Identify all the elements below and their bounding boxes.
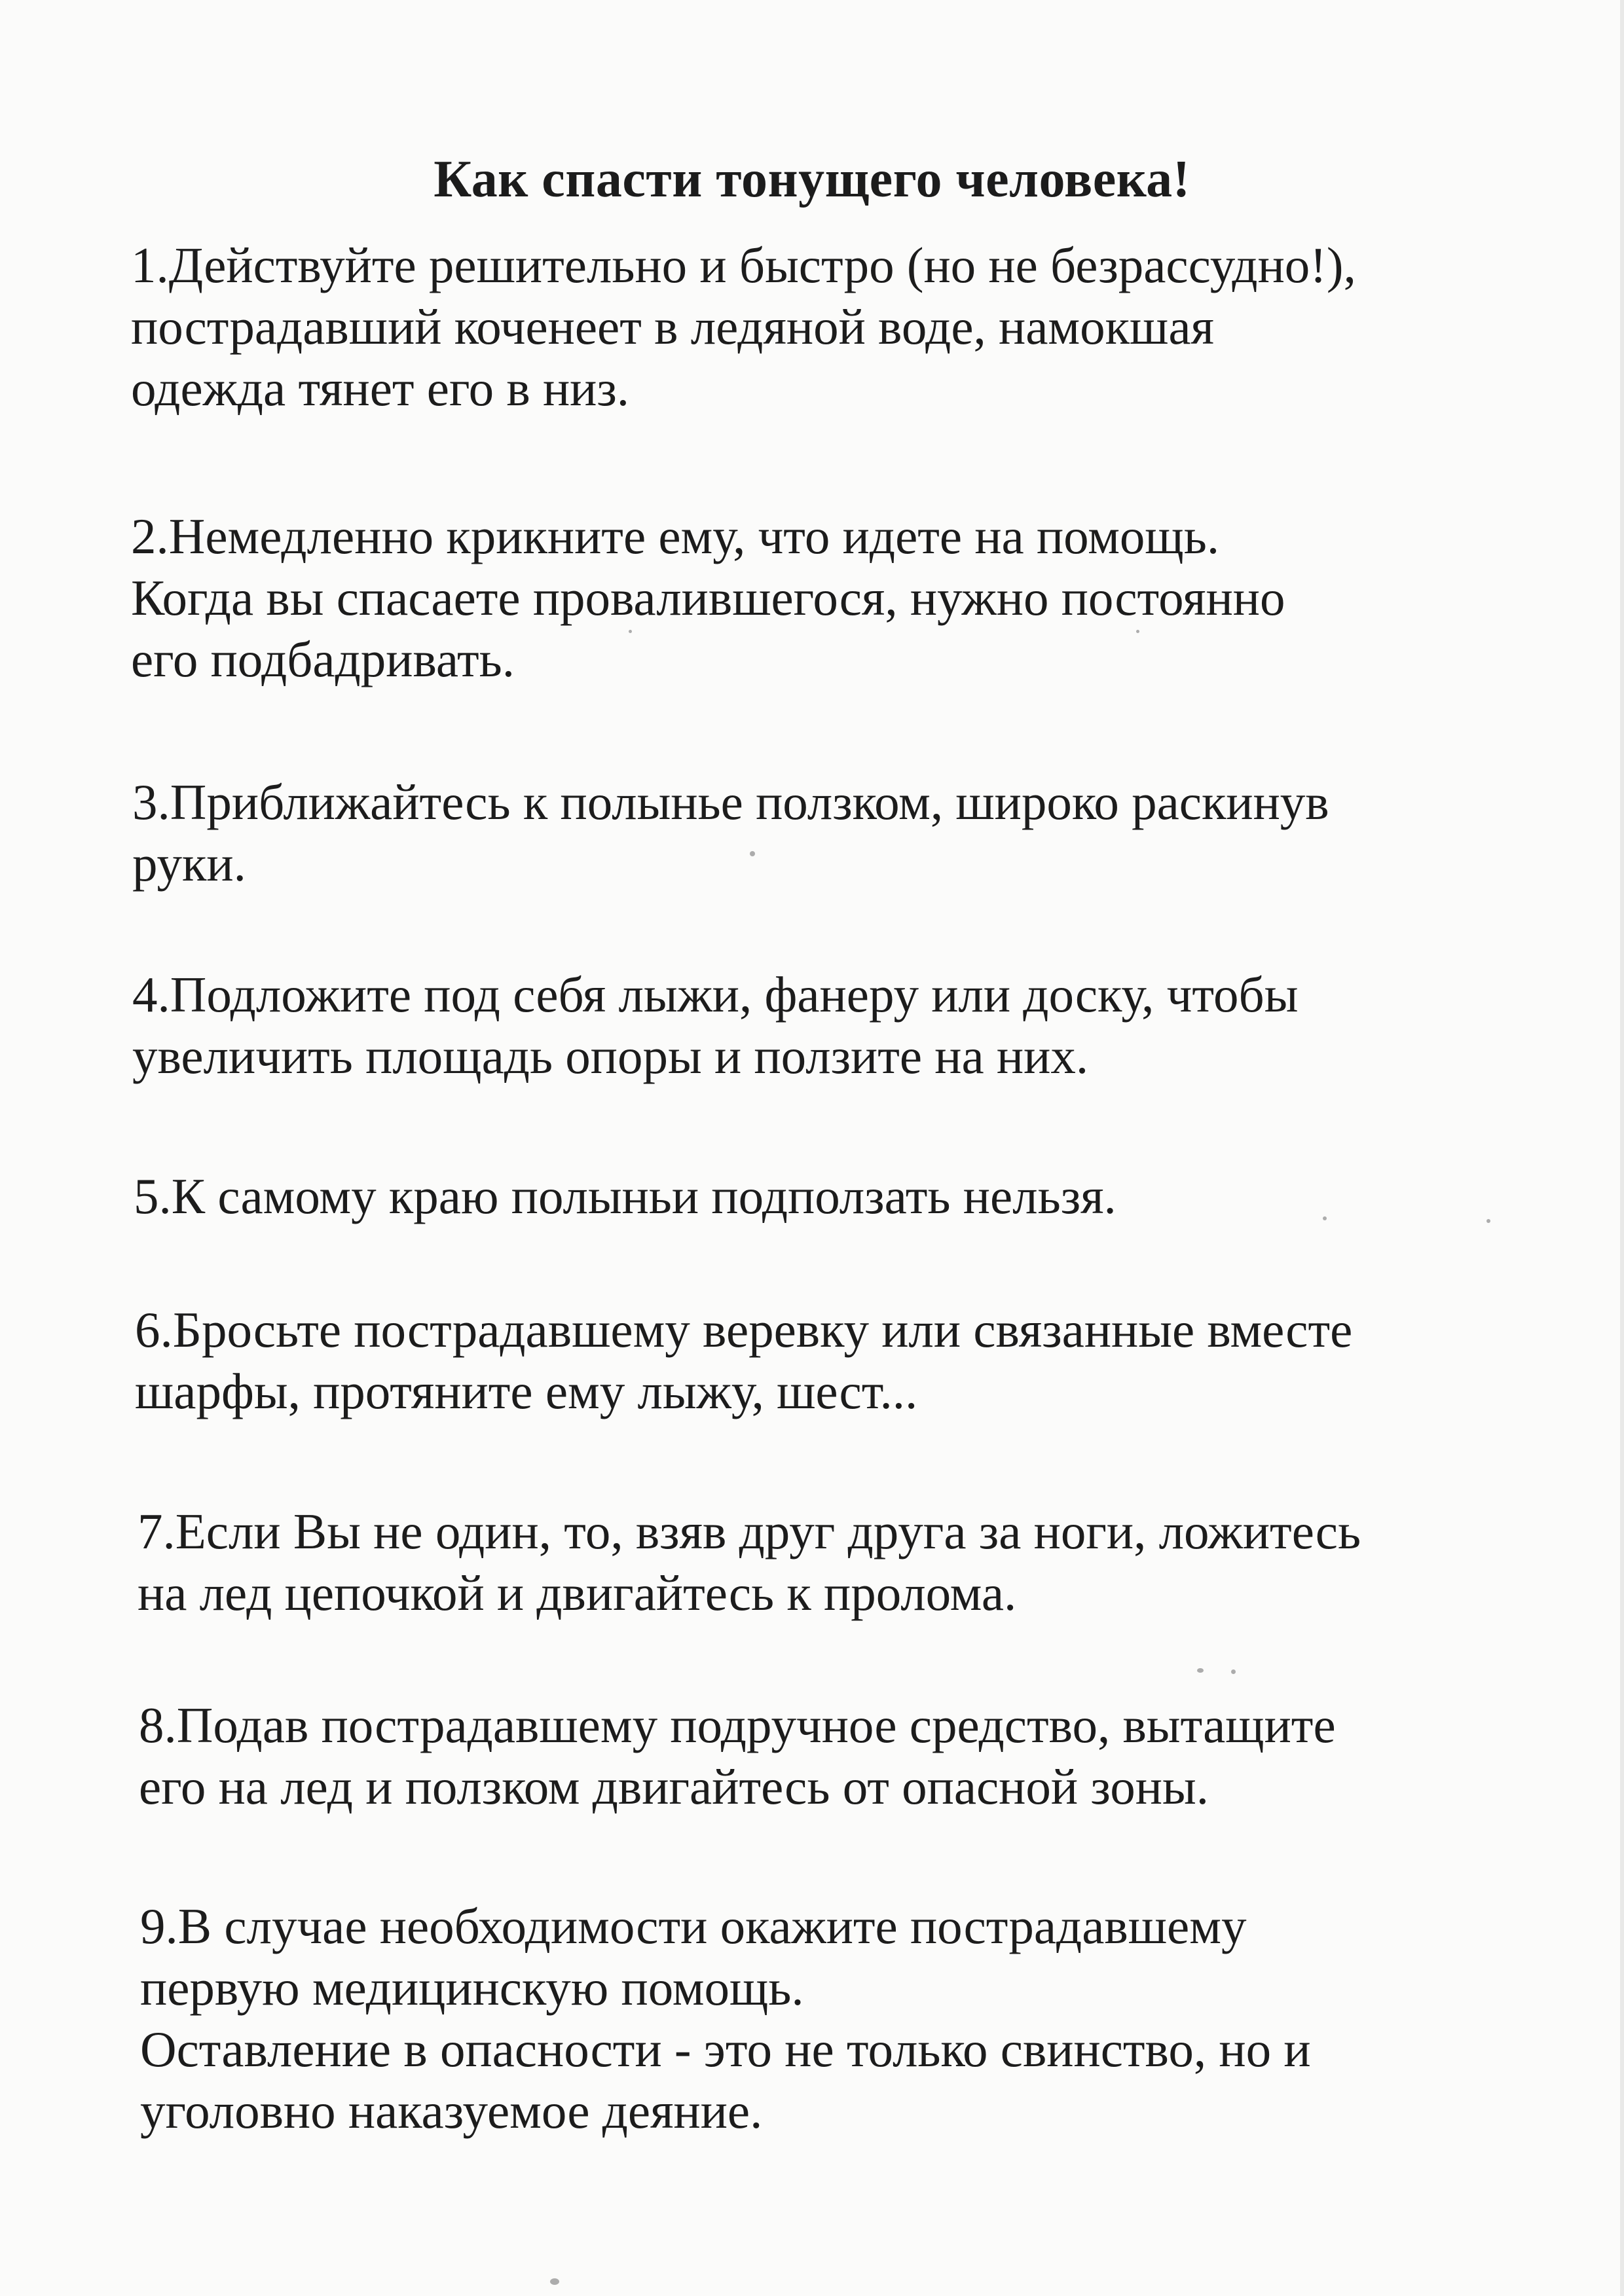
list-item-4: 4.Подложите под себя лыжи, фанеру или доску, чтобы увеличить площадь опоры и ползите на них. (132, 966, 1299, 1084)
list-item-3: 3.Приближайтесь к полынье ползком, широко раскинув руки. (132, 774, 1329, 892)
scan-speck (550, 2278, 559, 2285)
list-item-9: 9.В случае необходимости окажите пострадавшему первую медицинскую помощь. Оставление в опасности - это не только свинство, но и уголовно наказуемое деяние. (140, 1898, 1311, 2139)
list-item-1: 1.Действуйте решительно и быстро (но не безрассудно!), пострадавший коченеет в ледяной воде, намокшая одежда тянет его в низ. (131, 237, 1356, 416)
list-item-2: 2.Немедленно крикните ему, что идете на помощь. Когда вы спасаете провалившегося, нужно постоянно его подбадривать. (131, 508, 1285, 687)
page-edge-shadow (1620, 0, 1624, 2296)
scan-speck (1231, 1669, 1236, 1674)
list-item-6: 6.Бросьте пострадавшему веревку или связанные вместе шарфы, протяните ему лыжу, шест... (135, 1302, 1353, 1419)
list-item-8: 8.Подав пострадавшему подручное средство, вытащите его на лед и ползком двигайтесь от опасной зоны. (139, 1697, 1336, 1815)
list-item-5: 5.К самому краю полыньи подползать нельзя. (134, 1168, 1116, 1224)
list-item-7: 7.Если Вы не один, то, взяв друг друга за ноги, ложитесь на лед цепочкой и двигайтесь к пролома. (138, 1503, 1361, 1621)
page-title: Как спасти тонущего человека! (434, 150, 1190, 208)
scan-speck (1197, 1668, 1204, 1673)
